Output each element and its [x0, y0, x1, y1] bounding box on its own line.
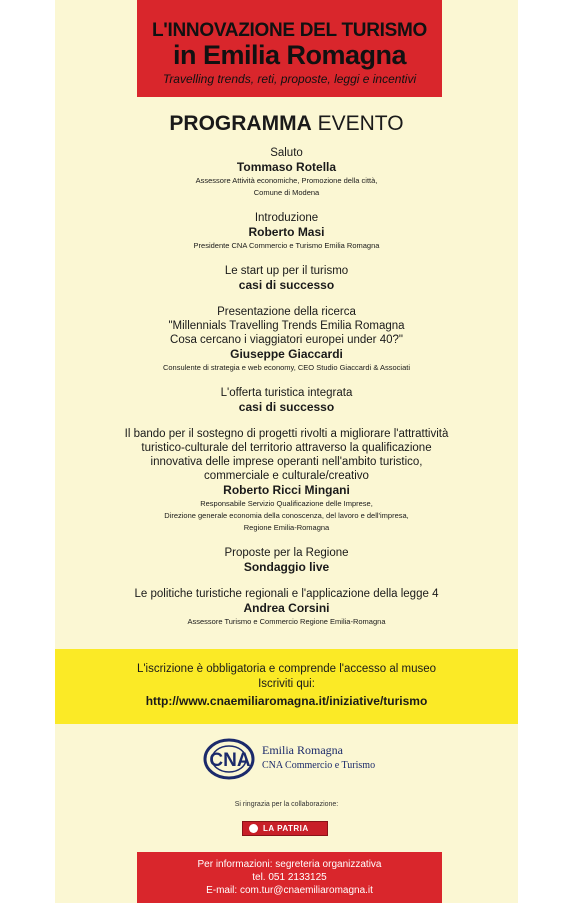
session-title: L'offerta turistica integrata	[220, 387, 353, 399]
session-title: innovativa delle imprese operanti nell'ambito turistico,	[150, 456, 423, 468]
cna-logo-icon	[203, 737, 257, 781]
footer-info: Per informazioni: segreteria organizzativa	[197, 859, 382, 870]
cna-logo-text: CNA	[209, 750, 251, 771]
session-title: "Millennials Travelling Trends Emilia Romagna	[168, 320, 405, 332]
header-title-line2: in Emilia Romagna	[172, 40, 407, 70]
program-title-bold: PROGRAMMA	[169, 112, 312, 135]
program-body	[55, 146, 518, 628]
speaker-name: Roberto Ricci Mingani	[223, 483, 350, 497]
session-title: Le politiche turistiche regionali e l'applicazione della legge 4	[134, 588, 439, 600]
session-title: Cosa cercano i viaggiatori europei under 40?"	[170, 334, 403, 346]
session-title: turistico-culturale del territorio attraverso la qualificazione	[141, 442, 432, 454]
speaker-role: Assessore Attività economiche, Promozione della città,	[195, 176, 378, 185]
session-title: Proposte per la Regione	[224, 547, 349, 559]
header-banner	[137, 0, 442, 97]
cna-division: CNA Commercio e Turismo	[262, 760, 376, 771]
program-title-regular: EVENTO	[311, 112, 404, 135]
footer-email[interactable]: E-mail: com.tur@cnaemiliaromagna.it	[206, 885, 373, 896]
session-subtitle: casi di successo	[238, 400, 335, 414]
session-title: Le start up per il turismo	[224, 265, 349, 277]
thanks-note: Si ringrazia per la collaborazione:	[234, 801, 339, 808]
speaker-role: Presidente CNA Commercio e Turismo Emilia Romagna	[193, 241, 380, 250]
speaker-role: Direzione generale economia della conoscenza, del lavoro e dell'impresa,	[164, 511, 409, 520]
speaker-role: Assessore Turismo e Commercio Regione Emilia-Romagna	[187, 617, 386, 626]
registration-label: Iscriviti qui:	[258, 678, 315, 690]
speaker-name: Giuseppe Giaccardi	[230, 347, 343, 361]
speaker-role: Regione Emilia-Romagna	[243, 523, 330, 532]
session-title: Introduzione	[254, 212, 319, 224]
program-title	[55, 112, 518, 136]
session-title: Il bando per il sostegno di progetti rivolti a migliorare l'attrattività	[124, 428, 449, 440]
session-title: Presentazione della ricerca	[217, 306, 356, 318]
registration-box	[55, 649, 518, 724]
footer-phone: tel. 051 2133125	[252, 872, 327, 883]
session-subtitle: casi di successo	[238, 278, 335, 292]
partner-logo	[242, 821, 328, 836]
speaker-name: Andrea Corsini	[243, 601, 330, 615]
speaker-role: Consulente di strategia e web economy, CEO Studio Giaccardi & Associati	[162, 363, 411, 372]
speaker-role: Comune di Modena	[253, 188, 320, 197]
session-title: Saluto	[270, 147, 303, 159]
speaker-name: Tommaso Rotella	[236, 160, 337, 174]
speaker-name: Roberto Masi	[248, 225, 325, 239]
cna-name: Emilia Romagna	[262, 743, 343, 757]
session-subtitle: Sondaggio live	[243, 560, 330, 574]
registration-note: L'iscrizione è obbligatoria e comprende l'accesso al museo	[136, 663, 437, 675]
emblem-icon	[249, 824, 258, 833]
session-title: commerciale e culturale/creativo	[204, 470, 369, 482]
header-subtitle: Travelling trends, reti, proposte, leggi e incentivi	[162, 72, 417, 86]
header-title-line1: L'INNOVAZIONE DEL TURISMO	[152, 20, 427, 41]
footer-banner	[137, 852, 442, 903]
registration-link[interactable]: http://www.cnaemiliaromagna.it/iniziative/turismo	[145, 694, 428, 708]
speaker-role: Responsabile Servizio Qualificazione delle Imprese,	[200, 499, 373, 508]
partner-name: LA PATRIA	[263, 824, 309, 833]
